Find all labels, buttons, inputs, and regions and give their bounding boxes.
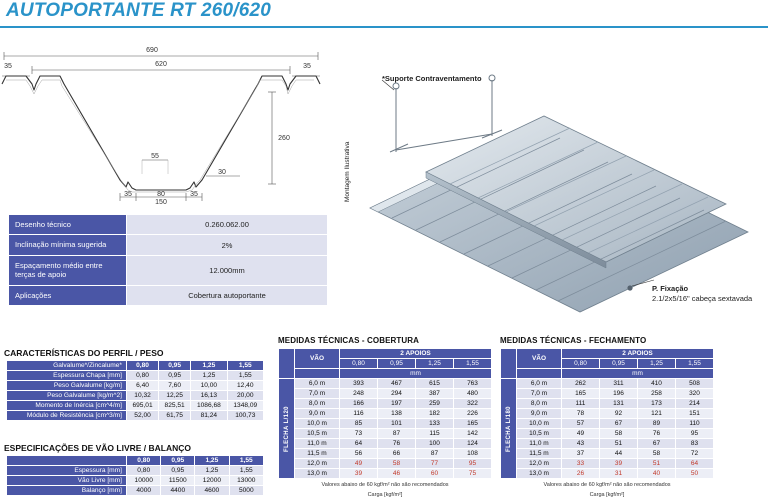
vao-table <box>6 455 264 496</box>
table-header-row <box>279 349 492 359</box>
tech-fechamento-table <box>500 348 714 479</box>
dim-80: 80 <box>157 191 165 198</box>
cob-cell: 467 <box>378 379 416 389</box>
profile-cross-section-drawing <box>0 32 330 206</box>
cob-cell: 322 <box>454 399 492 409</box>
fec-cell: 92 <box>600 409 638 419</box>
perfil-cell: 0,80 <box>127 371 159 381</box>
info-label: Desenho técnico <box>9 215 127 235</box>
perfil-row-label: Espessura Chapa [mm] <box>7 371 127 381</box>
perfil-cell: 1,55 <box>227 371 263 381</box>
vao-row-label: Balanço [mm] <box>7 486 127 496</box>
cob-cell: 387 <box>416 389 454 399</box>
cob-flecha-label: FLECHA L/120 <box>279 379 295 479</box>
table-row <box>279 439 492 449</box>
fec-col-0: 0,80 <box>562 359 600 369</box>
perfil-cell: 1,25 <box>191 371 227 381</box>
table-row <box>7 381 264 391</box>
fec-cell: 58 <box>638 449 676 459</box>
perfil-cell: 81,24 <box>191 411 227 421</box>
fec-cell: 67 <box>600 419 638 429</box>
fec-cell: 58 <box>600 429 638 439</box>
table-row <box>501 379 714 389</box>
table-row <box>501 469 714 479</box>
table-row <box>7 371 264 381</box>
perfil-row-label: Módulo de Resistência [cm^3/m] <box>7 411 127 421</box>
vao-cell: 0,95 <box>161 466 195 476</box>
cob-cell: 142 <box>454 429 492 439</box>
fec-col-2: 1,25 <box>638 359 676 369</box>
cob-footnote-1: Valores abaixo de 60 kgf/m² não são recomendados <box>321 482 449 488</box>
perfil-col-3: 1,55 <box>227 361 263 371</box>
perfil-cell: 61,75 <box>159 411 191 421</box>
table-row <box>9 215 328 235</box>
vao-cell: 12000 <box>195 476 229 486</box>
fec-unit-header: mm <box>562 369 714 379</box>
cob-cell: 138 <box>378 409 416 419</box>
perfil-row-label: Momento de Inércia [cm^4/m] <box>7 401 127 411</box>
dim-35-left: 35 <box>4 63 12 70</box>
dim-620: 620 <box>155 61 167 68</box>
perfil-table <box>6 360 264 421</box>
fec-cell: 258 <box>638 389 676 399</box>
vao-col-2: 1,25 <box>195 456 229 466</box>
table-row <box>279 429 492 439</box>
dim-690: 690 <box>146 47 158 54</box>
table-row <box>501 459 714 469</box>
tech-cobertura-table <box>278 348 492 479</box>
cob-cell: 64 <box>340 439 378 449</box>
table-row <box>279 419 492 429</box>
fec-footnote-2: Carga [kgf/m²] <box>589 492 625 499</box>
cob-col-3: 1,55 <box>454 359 492 369</box>
fec-vao: 9,0 m <box>517 409 562 419</box>
cob-footnote-2: Carga [kgf/m²] <box>367 492 403 499</box>
table-header-row <box>501 369 714 379</box>
table-row <box>9 235 328 255</box>
support-callout-label: *Suporte Contraventamento <box>382 74 482 83</box>
table-row <box>7 411 264 421</box>
tech-cobertura-block <box>278 336 492 500</box>
cob-cell: 100 <box>416 439 454 449</box>
vao-cell: 13000 <box>229 476 263 486</box>
fec-vao: 10,0 m <box>517 419 562 429</box>
tech-fechamento-title: MEDIDAS TÉCNICAS - FECHAMENTO <box>500 336 647 345</box>
table-row <box>7 476 264 486</box>
cob-cell: 49 <box>340 459 378 469</box>
perfil-cell: 10,32 <box>127 391 159 401</box>
cob-cell: 87 <box>378 429 416 439</box>
table-row <box>501 419 714 429</box>
cob-col-0: 0,80 <box>340 359 378 369</box>
info-label: Aplicações <box>9 285 127 305</box>
cob-cell: 393 <box>340 379 378 389</box>
table-header-row <box>279 369 492 379</box>
cob-vao: 11,0 m <box>295 439 340 449</box>
fec-vao-header: VÃO <box>517 349 562 369</box>
cob-cell: 60 <box>416 469 454 479</box>
info-value: 0.260.062.00 <box>127 215 328 235</box>
info-value: 2% <box>127 235 328 255</box>
perfil-subtitle: Galvalume*/Zincalume* <box>7 361 127 371</box>
table-row <box>501 449 714 459</box>
fec-vao: 12,0 m <box>517 459 562 469</box>
perfil-cell: 16,13 <box>191 391 227 401</box>
table-row <box>501 409 714 419</box>
cob-unit-header: mm <box>340 369 492 379</box>
vao-row-label: Espessura [mm] <box>7 466 127 476</box>
fec-cell: 410 <box>638 379 676 389</box>
table-row <box>279 379 492 389</box>
fec-cell: 76 <box>638 429 676 439</box>
fec-cell: 131 <box>600 399 638 409</box>
cob-col-2: 1,25 <box>416 359 454 369</box>
vao-cell: 5000 <box>229 486 263 496</box>
general-info-table <box>8 214 328 306</box>
fec-cell: 51 <box>600 439 638 449</box>
fec-cell: 196 <box>600 389 638 399</box>
fec-cell: 89 <box>638 419 676 429</box>
fec-cell: 173 <box>638 399 676 409</box>
perfil-cell: 7,60 <box>159 381 191 391</box>
vao-cell: 1,55 <box>229 466 263 476</box>
cob-cell: 77 <box>416 459 454 469</box>
fec-cell: 49 <box>562 429 600 439</box>
table-row <box>7 401 264 411</box>
cob-cell: 56 <box>340 449 378 459</box>
fec-cell: 57 <box>562 419 600 429</box>
info-label: Inclinação mínima sugerida <box>9 235 127 255</box>
cob-cell: 226 <box>454 409 492 419</box>
cob-vao: 7,0 m <box>295 389 340 399</box>
cob-cell: 39 <box>340 469 378 479</box>
perfil-col-0: 0,80 <box>127 361 159 371</box>
table-row <box>279 409 492 419</box>
cob-cell: 46 <box>378 469 416 479</box>
cob-vao-header: VÃO <box>295 349 340 369</box>
cob-vao: 6,0 m <box>295 379 340 389</box>
title-divider <box>0 26 768 28</box>
perfil-cell: 100,73 <box>227 411 263 421</box>
cob-cell: 76 <box>378 439 416 449</box>
cob-apoios-header: 2 APOIOS <box>340 349 492 359</box>
cob-cell: 615 <box>416 379 454 389</box>
fec-vao: 7,0 m <box>517 389 562 399</box>
fec-cell: 508 <box>676 379 714 389</box>
fec-cell: 320 <box>676 389 714 399</box>
cob-cell: 182 <box>416 409 454 419</box>
table-header-row <box>7 456 264 466</box>
table-header-row <box>501 349 714 359</box>
dim-30: 30 <box>218 169 226 176</box>
perfil-cell: 0,95 <box>159 371 191 381</box>
fec-cell: 95 <box>676 429 714 439</box>
cob-cell: 248 <box>340 389 378 399</box>
fec-cell: 31 <box>600 469 638 479</box>
info-value: 12.000mm <box>127 255 328 285</box>
info-label: Espaçamento médio entre terças de apoio <box>9 255 127 285</box>
fec-cell: 39 <box>600 459 638 469</box>
table-row <box>279 389 492 399</box>
assembly-label: Montagem Ilustrativa <box>344 141 351 202</box>
fec-cell: 151 <box>676 409 714 419</box>
vao-cell: 4600 <box>195 486 229 496</box>
table-row <box>279 449 492 459</box>
cob-cell: 108 <box>454 449 492 459</box>
fec-cell: 44 <box>600 449 638 459</box>
cob-cell: 101 <box>378 419 416 429</box>
cob-cell: 133 <box>416 419 454 429</box>
fec-cell: 165 <box>562 389 600 399</box>
cob-cell: 763 <box>454 379 492 389</box>
perfil-cell: 1348,09 <box>227 401 263 411</box>
table-row <box>9 285 328 305</box>
fec-apoios-header: 2 APOIOS <box>562 349 714 359</box>
fec-cell: 262 <box>562 379 600 389</box>
fec-cell: 64 <box>676 459 714 469</box>
perfil-cell: 12,25 <box>159 391 191 401</box>
perfil-cell: 825,51 <box>159 401 191 411</box>
fec-vao: 13,0 m <box>517 469 562 479</box>
fixing-callout-label: P. Fixação <box>652 284 689 293</box>
cob-cell: 58 <box>378 459 416 469</box>
perfil-cell: 20,00 <box>227 391 263 401</box>
tech-cobertura-title: MEDIDAS TÉCNICAS - COBERTURA <box>278 336 420 345</box>
fec-footnote-1: Valores abaixo de 60 kgf/m² não são recomendados <box>543 482 671 488</box>
fec-col-3: 1,55 <box>676 359 714 369</box>
vao-cell: 4400 <box>161 486 195 496</box>
dim-35-bottom-right: 35 <box>190 191 198 198</box>
perfil-section-title: CARACTERÍSTICAS DO PERFIL / PESO <box>4 348 164 358</box>
cob-cell: 480 <box>454 389 492 399</box>
fec-cell: 50 <box>676 469 714 479</box>
cob-cell: 95 <box>454 459 492 469</box>
fec-vao: 11,0 m <box>517 439 562 449</box>
tech-fechamento-block <box>500 336 714 500</box>
perfil-row-label: Peso Galvalume [kg/m] <box>7 381 127 391</box>
fec-cell: 26 <box>562 469 600 479</box>
perfil-cell: 1086,68 <box>191 401 227 411</box>
cob-cell: 124 <box>454 439 492 449</box>
table-row <box>501 429 714 439</box>
cob-vao: 8,0 m <box>295 399 340 409</box>
cob-cell: 259 <box>416 399 454 409</box>
dim-35-bottom-left: 35 <box>124 191 132 198</box>
perfil-col-2: 1,25 <box>191 361 227 371</box>
vao-col-3: 1,55 <box>229 456 263 466</box>
table-row <box>279 399 492 409</box>
fec-col-1: 0,95 <box>600 359 638 369</box>
perfil-cell: 10,00 <box>191 381 227 391</box>
fec-cell: 311 <box>600 379 638 389</box>
cob-cell: 87 <box>416 449 454 459</box>
table-header-row <box>7 361 264 371</box>
table-row <box>9 255 328 285</box>
perfil-row-label: Peso Galvalume [kg/m^2] <box>7 391 127 401</box>
table-row <box>501 399 714 409</box>
vao-col-1: 0,95 <box>161 456 195 466</box>
fec-cell: 111 <box>562 399 600 409</box>
vao-col-0: 0,80 <box>127 456 161 466</box>
fec-cell: 40 <box>638 469 676 479</box>
fec-vao: 6,0 m <box>517 379 562 389</box>
cob-cell: 115 <box>416 429 454 439</box>
dim-35-right: 35 <box>303 63 311 70</box>
cob-vao: 10,0 m <box>295 419 340 429</box>
vao-cell: 11500 <box>161 476 195 486</box>
cob-vao: 9,0 m <box>295 409 340 419</box>
vao-row-label: Vão Livre [mm] <box>7 476 127 486</box>
page-title: AUTOPORTANTE RT 260/620 <box>6 0 272 21</box>
perfil-cell: 6,40 <box>127 381 159 391</box>
cob-cell: 66 <box>378 449 416 459</box>
isometric-illustration <box>330 32 768 322</box>
vao-cell: 1,25 <box>195 466 229 476</box>
dim-55: 55 <box>151 153 159 160</box>
cob-cell: 73 <box>340 429 378 439</box>
perfil-col-1: 0,95 <box>159 361 191 371</box>
cob-cell: 116 <box>340 409 378 419</box>
vao-cell: 4000 <box>127 486 161 496</box>
perfil-cell: 695,01 <box>127 401 159 411</box>
table-row <box>7 466 264 476</box>
info-value: Cobertura autoportante <box>127 285 328 305</box>
fec-cell: 72 <box>676 449 714 459</box>
fec-vao: 11,5 m <box>517 449 562 459</box>
vao-cell: 0,80 <box>127 466 161 476</box>
fec-cell: 214 <box>676 399 714 409</box>
fec-flecha-label: FLECHA L/180 <box>501 379 517 479</box>
fec-cell: 110 <box>676 419 714 429</box>
cob-col-1: 0,95 <box>378 359 416 369</box>
cob-vao: 11,5 m <box>295 449 340 459</box>
dim-150: 150 <box>155 199 167 206</box>
fec-vao: 8,0 m <box>517 399 562 409</box>
cob-vao: 12,0 m <box>295 459 340 469</box>
fec-cell: 51 <box>638 459 676 469</box>
cob-vao: 10,5 m <box>295 429 340 439</box>
fec-cell: 83 <box>676 439 714 449</box>
fixing-callout-spec: 2.1/2x5/16" cabeça sextavada <box>652 294 753 303</box>
perfil-cell: 12,40 <box>227 381 263 391</box>
table-row <box>501 439 714 449</box>
table-row <box>279 459 492 469</box>
vao-section-title: ESPECIFICAÇÕES DE VÃO LIVRE / BALANÇO <box>4 443 192 453</box>
fec-cell: 37 <box>562 449 600 459</box>
fec-vao: 10,5 m <box>517 429 562 439</box>
cob-cell: 75 <box>454 469 492 479</box>
fec-cell: 78 <box>562 409 600 419</box>
dim-260: 260 <box>278 135 290 142</box>
table-row <box>501 389 714 399</box>
vao-corner-cell <box>7 456 127 466</box>
cob-cell: 294 <box>378 389 416 399</box>
fec-cell: 43 <box>562 439 600 449</box>
cob-cell: 197 <box>378 399 416 409</box>
fec-cell: 33 <box>562 459 600 469</box>
cob-cell: 165 <box>454 419 492 429</box>
cob-vao: 13,0 m <box>295 469 340 479</box>
table-row <box>7 391 264 401</box>
table-row <box>279 469 492 479</box>
cob-cell: 85 <box>340 419 378 429</box>
perfil-cell: 52,00 <box>127 411 159 421</box>
table-row <box>7 486 264 496</box>
fec-cell: 67 <box>638 439 676 449</box>
cob-cell: 166 <box>340 399 378 409</box>
vao-cell: 10000 <box>127 476 161 486</box>
fec-cell: 121 <box>638 409 676 419</box>
